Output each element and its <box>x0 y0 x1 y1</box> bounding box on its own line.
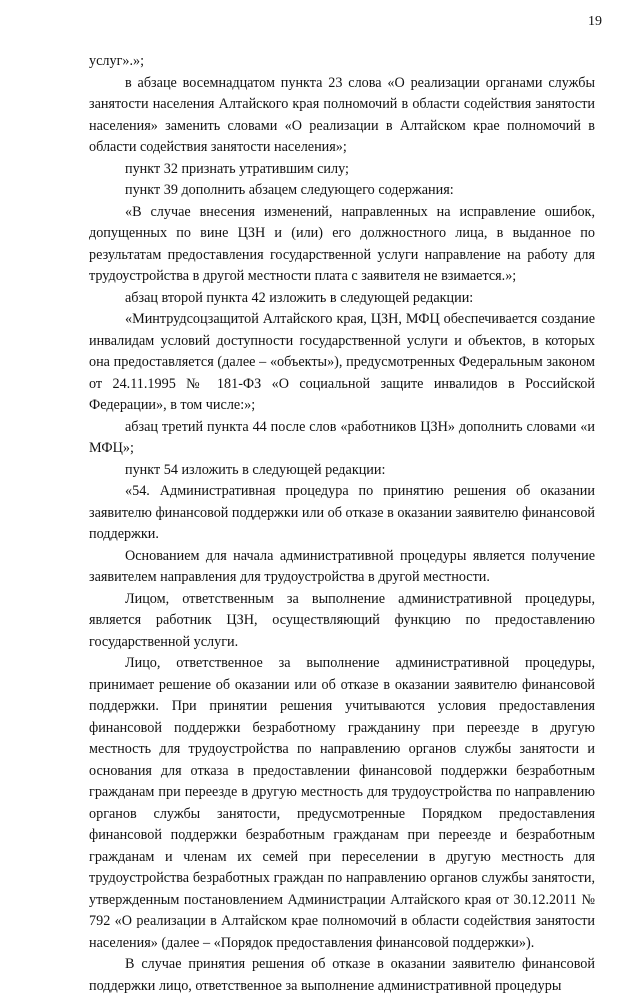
paragraph: «Минтрудсоцзащитой Алтайского края, ЦЗН, МФЦ обеспечивается создание инвалидам условий доступности государственной услуги и объектов, в которых она предоставляется (далее – «объекты»), предусмотренных Федеральным законом от 24.11.1995 № 181-ФЗ «О социальной защите инвалидов в Российской Федерации», в том числе:»; <box>89 311 595 413</box>
paragraph: абзац второй пункта 42 изложить в следующей редакции: <box>125 289 474 306</box>
paragraph: пункт 32 признать утратившим силу; <box>125 160 349 177</box>
paragraph: «В случае внесения изменений, направленных на исправление ошибок, допущенных по вине ЦЗН и (или) его должностного лица, в выданное по результатам предоставления государственной услуги направление на работу для трудоустройства в другой местности плата с заявителя не взимается.»; <box>89 203 595 284</box>
document-body <box>89 51 595 997</box>
paragraph: Лицом, ответственным за выполнение административной процедуры, является работник ЦЗН, осуществляющий функцию по предоставлению государственной услуги. <box>89 590 595 650</box>
page-number: 19 <box>588 14 602 29</box>
paragraph: Основанием для начала административной процедуры является получение заявителем направления для трудоустройства в другой местности. <box>89 547 595 585</box>
paragraph: услуг».»; <box>89 53 145 69</box>
paragraph: абзац третий пункта 44 после слов «работников ЦЗН» дополнить словами «и МФЦ»; <box>89 418 595 456</box>
paragraph: пункт 39 дополнить абзацем следующего содержания: <box>125 182 454 198</box>
paragraph: в абзаце восемнадцатом пункта 23 слова «О реализации органами службы занятости населения Алтайского края полномочий в области содействия занятости населения» заменить словами «О реализации в Алтайском крае полномочий в области содействия занятости населения»; <box>89 74 595 155</box>
paragraph: Лицо, ответственное за выполнение административной процедуры, принимает решение об оказании или об отказе в оказании заявителю финансовой поддержки. При принятии решения учитываются условия предоставления финансовой поддержки безработному гражданину при переезде в другую местность для трудоустройства по направлению органов службы занятости и основания для отказа в предоставлении финансовой поддержки безработным гражданам при переезде в другую местность для трудоустройства по направлению органов службы занятости, предусмотренные Порядком предоставления финансовой поддержки безработным гражданам при переезде и безработным гражданам и членам их семей при переселении в другую местность для трудоустройства безработных граждан по направлению органов службы занятости, утвержденным постановлением Администрации Алтайского края от 30.12.2011 № 792 «О реализации в Алтайском крае полномочий в области содействия занятости населения» (далее – «Порядок предоставления финансовой поддержки»). <box>89 655 595 951</box>
paragraph: пункт 54 изложить в следующей редакции: <box>125 461 386 478</box>
paragraph: «54. Административная процедура по принятию решения об оказании заявителю финансовой поддержки или об отказе в оказании заявителю финансовой поддержки. <box>89 483 596 542</box>
paragraph: В случае принятия решения об отказе в оказании заявителю финансовой поддержки лицо, ответственное за выполнение административной процедуры <box>89 956 595 994</box>
